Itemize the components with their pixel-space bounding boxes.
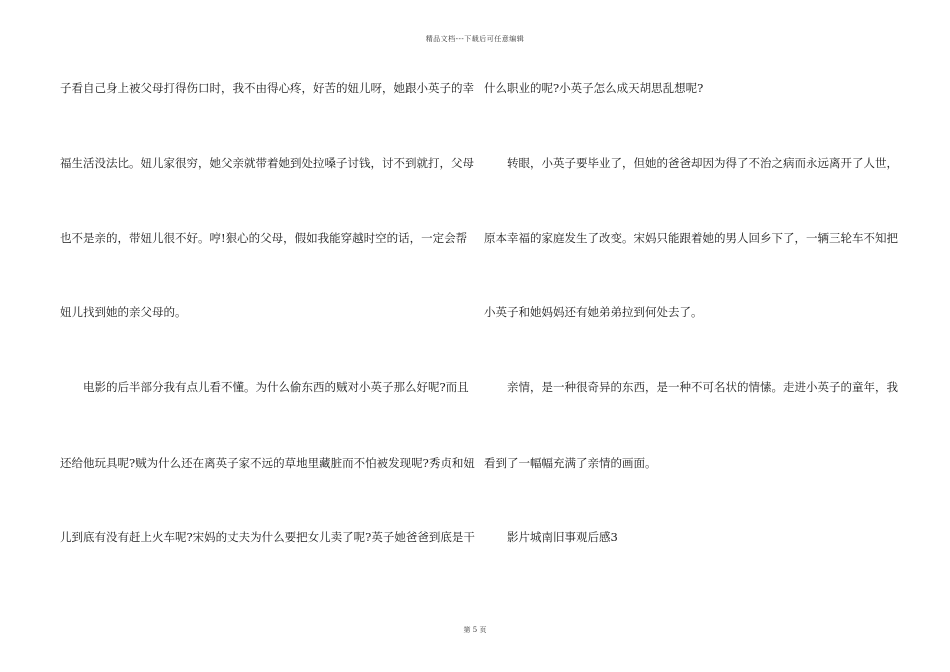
text-line: 也不是亲的，带妞儿很不好。哼!狠心的父母，假如我能穿越时空的话，一定会帮 [60,231,468,245]
text-line: 妞儿找到她的亲父母的。 [60,305,187,319]
section-title: 影片城南旧事观后感3 [507,530,618,544]
text-line: 原本幸福的家庭发生了改变。宋妈只能跟着她的男人回乡下了，一辆三轮车不知把 [484,231,898,245]
text-line: 还给他玩具呢?贼为什么还在离英子家不远的草地里藏脏而不怕被发现呢?秀贞和妞 [60,456,475,470]
text-line: 看到了一幅幅充满了亲情的画面。 [484,456,657,470]
text-line: 小英子和她妈妈还有她弟弟拉到何处去了。 [484,305,703,319]
text-line: 福生活没法比。妞儿家很穷，她父亲就带着她到处拉嗓子讨钱，讨不到就打，父母 [60,156,474,170]
text-line: 什么职业的呢?小英子怎么成天胡思乱想呢? [484,81,704,95]
text-line: 亲情，是一种很奇异的东西，是一种不可名状的情愫。走进小英子的童年，我 [507,380,898,394]
page-header: 精品文档---下载后可任意编辑 [425,35,525,43]
text-line: 子看自己身上被父母打得伤口时，我不由得心疼，好苦的妞儿呀，她跟小英子的幸 [60,81,474,95]
page-number: 第 5 页 [463,626,487,634]
text-line: 儿到底有没有赶上火车呢?宋妈的丈夫为什么要把女儿卖了呢?英子她爸爸到底是干 [60,530,475,544]
text-line: 电影的后半部分我有点儿看不懂。为什么偷东西的贼对小英子那么好呢?而且 [83,380,469,394]
text-line: 转眼，小英子要毕业了，但她的爸爸却因为得了不治之病而永远离开了人世， [507,156,898,170]
